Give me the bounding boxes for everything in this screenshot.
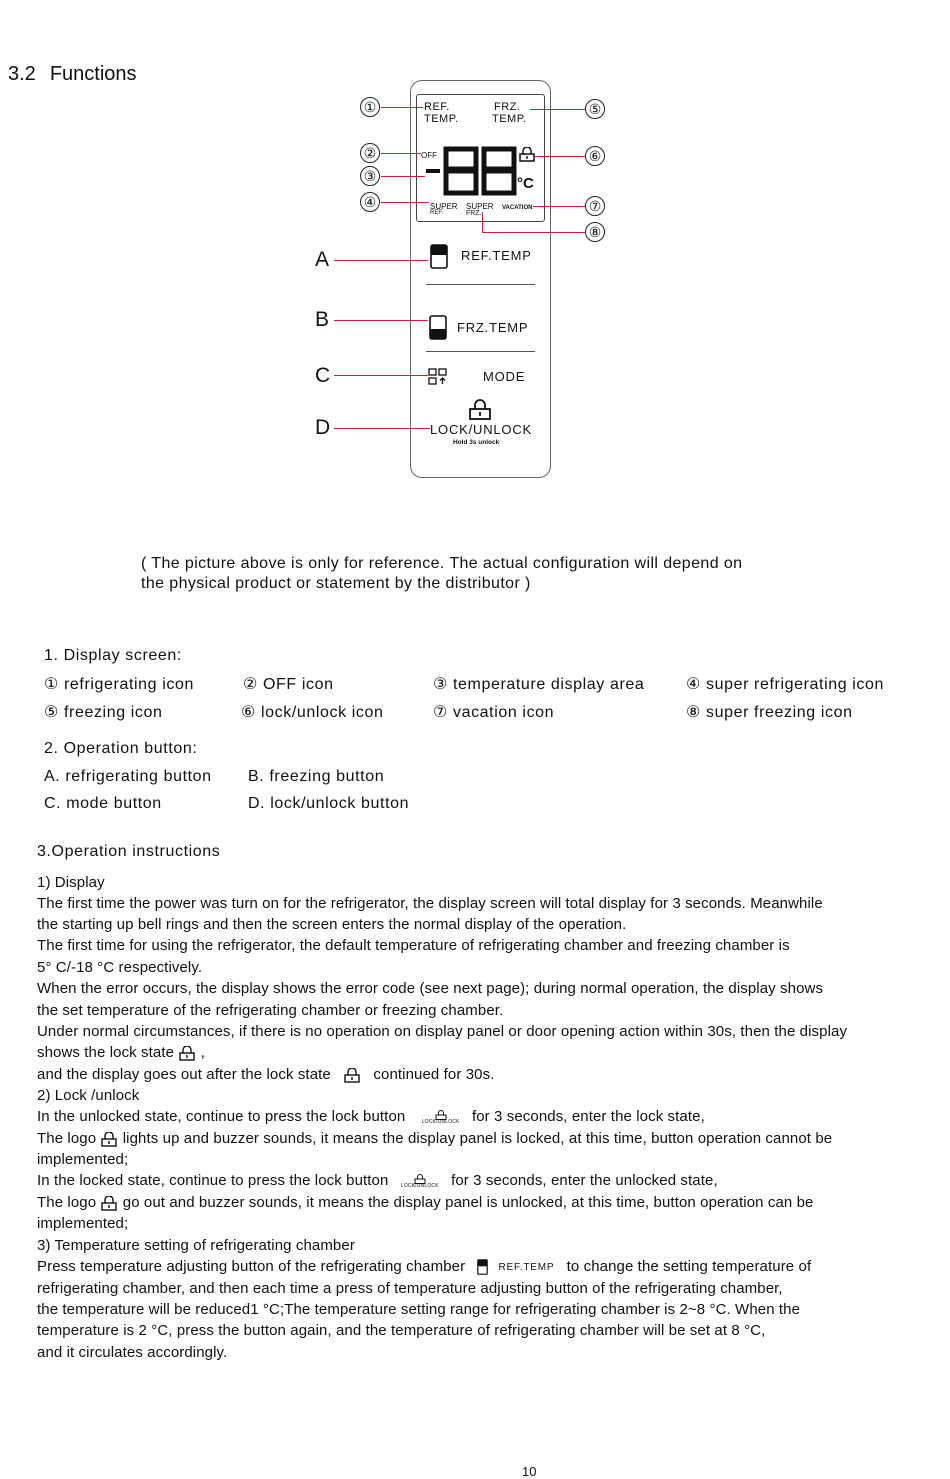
text-run: shows the lock state <box>37 1044 175 1061</box>
mini-lock-label: LOCK/UNLOCK <box>421 1118 460 1125</box>
list-item: ③ temperature display area <box>433 676 645 693</box>
leader-line <box>535 156 585 157</box>
ref-temp-icon <box>430 244 448 269</box>
operation-button-heading: 2. Operation button: <box>44 740 198 757</box>
list-item: A. refrigerating button <box>44 768 212 785</box>
paragraph-line <box>37 1258 811 1275</box>
callout-6: ⑥ <box>585 146 605 166</box>
reference-note-line2: the physical product or statement by the distributor ) <box>141 575 531 592</box>
leader-line <box>381 176 425 177</box>
lcd-ref-line2: TEMP. <box>424 113 459 125</box>
panel-divider <box>426 284 535 285</box>
panel-divider <box>426 351 535 352</box>
lcd-frz-line1: FRZ. <box>494 101 521 113</box>
reference-note-line1: ( The picture above is only for reference. The actual configuration will depend on <box>141 555 743 572</box>
list-item: ⑤ freezing icon <box>44 704 163 721</box>
paragraph-line: the set temperature of the refrigerating chamber or freezing chamber. <box>37 1002 504 1019</box>
lock-icon <box>343 1068 361 1083</box>
leader-line <box>381 153 421 154</box>
leader-line <box>334 320 428 321</box>
paragraph-line <box>37 1108 705 1125</box>
subheading: 1) Display <box>37 874 105 891</box>
lcd-digits <box>424 145 524 197</box>
text-run: The logo <box>37 1130 97 1147</box>
text-run: In the locked state, continue to press the lock button <box>37 1172 389 1189</box>
lock-icon <box>518 147 536 163</box>
subheading: 3) Temperature setting of refrigerating chamber <box>37 1237 355 1254</box>
text-run: continued for 30s. <box>373 1066 495 1083</box>
text-run: lights up and buzzer sounds, it means the display panel is locked, at this time, button operation cannot be <box>122 1130 833 1147</box>
callout-7: ⑦ <box>585 196 605 216</box>
display-screen-heading: 1. Display screen: <box>44 647 182 664</box>
text-run: The logo <box>37 1194 97 1211</box>
text-run: to change the setting temperature of <box>566 1258 812 1275</box>
frz-temp-icon <box>429 315 447 340</box>
callout-1: ① <box>360 97 380 117</box>
paragraph-line: temperature is 2 °C, press the button again, and the temperature of refrigerating chamber will be set at 8 °C, <box>37 1322 766 1339</box>
section-title-text: Functions <box>49 63 137 85</box>
mode-button[interactable]: MODE <box>483 369 526 384</box>
callout-4: ④ <box>360 192 380 212</box>
list-item: ② OFF icon <box>243 676 334 693</box>
paragraph-line: the temperature will be reduced1 °C;The temperature setting range for refrigerating chamber is 2~8 °C. When the <box>37 1301 801 1318</box>
leader-line <box>533 206 585 207</box>
leader-line <box>482 212 483 232</box>
callout-d: D <box>315 416 331 439</box>
ref-temp-mini-icon <box>477 1259 554 1275</box>
lcd-vacation-icon: VACATION <box>502 205 533 211</box>
lock-hint: Hold 3s unlock <box>453 439 500 446</box>
lcd-ref-line1: REF. <box>424 101 450 113</box>
callout-2: ② <box>360 143 380 163</box>
mini-ref-label: REF.TEMP <box>498 1261 555 1273</box>
ref-temp-button[interactable]: REF.TEMP <box>461 248 532 263</box>
callout-c: C <box>315 364 331 387</box>
leader-line <box>530 109 585 110</box>
text-run: for 3 seconds, enter the lock state, <box>471 1108 705 1125</box>
lock-unlock-button[interactable]: LOCK/UNLOCK <box>430 422 532 437</box>
lock-icon <box>100 1196 118 1211</box>
frz-temp-button[interactable]: FRZ.TEMP <box>457 320 529 335</box>
instructions-heading: 3.Operation instructions <box>37 843 221 860</box>
lock-button-icon <box>468 399 492 421</box>
list-item: B. freezing button <box>248 768 385 785</box>
lcd-super-frz-icon <box>466 203 494 217</box>
text-run: go out and buzzer sounds, it means the display panel is unlocked, at this time, button operation can be <box>122 1194 814 1211</box>
text-run: and the display goes out after the lock state <box>37 1066 331 1083</box>
paragraph-line: and it circulates accordingly. <box>37 1344 228 1361</box>
lcd-unit: °C <box>517 175 534 192</box>
lcd-frz-line2: TEMP. <box>492 113 527 125</box>
leader-line <box>334 428 430 429</box>
callout-3: ③ <box>360 166 380 186</box>
text-run: In the unlocked state, continue to press the lock button <box>37 1108 406 1125</box>
paragraph-line: Under normal circumstances, if there is no operation on display panel or door opening action within 30s, then the display <box>37 1023 848 1040</box>
paragraph-line: the starting up bell rings and then the screen enters the normal display of the operation. <box>37 916 627 933</box>
page-number: 10 <box>522 1464 537 1479</box>
lcd-frz-temp-label <box>492 101 527 125</box>
paragraph-line: When the error occurs, the display shows the error code (see next page); during normal operation, the display shows <box>37 980 824 997</box>
callout-5: ⑤ <box>585 99 605 119</box>
lcd-off-icon: OFF <box>421 151 437 160</box>
super-frz-line1: SUPER <box>466 202 494 211</box>
super-ref-line2: REF. <box>430 210 444 216</box>
leader-line <box>334 375 428 376</box>
leader-line <box>381 202 429 203</box>
paragraph-line <box>37 1172 718 1189</box>
paragraph-line: The first time the power was turn on for the refrigerator, the display screen will total display for 3 seconds. Meanwhile <box>37 895 823 912</box>
paragraph-line: 5° C/-18 °C respectively. <box>37 959 203 976</box>
list-item: ⑧ super freezing icon <box>686 704 853 721</box>
paragraph-line <box>37 1066 494 1083</box>
text-run: Press temperature adjusting button of the refrigerating chamber <box>37 1258 466 1275</box>
list-item: ① refrigerating icon <box>44 676 194 693</box>
list-item: D. lock/unlock button <box>248 795 410 812</box>
section-number: 3.2 <box>8 63 36 85</box>
paragraph-line: refrigerating chamber, and then each time a press of temperature adjusting button of the refrigerating chamber, <box>37 1280 783 1297</box>
mode-icon <box>428 368 450 386</box>
lock-icon <box>178 1046 196 1061</box>
paragraph-line <box>37 1044 205 1061</box>
callout-b: B <box>315 308 330 331</box>
section-title <box>8 63 137 86</box>
text-run: for 3 seconds, enter the unlocked state, <box>451 1172 718 1189</box>
callout-8: ⑧ <box>585 222 605 242</box>
list-item: ⑥ lock/unlock icon <box>241 704 384 721</box>
lock-button-mini-icon <box>422 1110 460 1125</box>
paragraph-line <box>37 1130 832 1147</box>
paragraph-line: implemented; <box>37 1151 129 1168</box>
lock-icon <box>100 1132 118 1147</box>
super-ref-line1: SUPER <box>430 202 458 211</box>
subheading: 2) Lock /unlock <box>37 1087 140 1104</box>
text-run: , <box>200 1044 205 1061</box>
paragraph-line <box>37 1194 813 1211</box>
lcd-super-ref-icon <box>430 203 458 217</box>
lock-button-mini-icon <box>401 1174 439 1189</box>
leader-line <box>381 107 423 108</box>
list-item: ⑦ vacation icon <box>433 704 555 721</box>
list-item: C. mode button <box>44 795 162 812</box>
list-item: ④ super refrigerating icon <box>686 676 885 693</box>
paragraph-line: implemented; <box>37 1215 129 1232</box>
lcd-digits-text <box>424 240 425 241</box>
lcd-ref-temp-label <box>424 101 459 125</box>
callout-a: A <box>315 248 330 271</box>
paragraph-line: The first time for using the refrigerator, the default temperature of refrigerating chamber and freezing chamber is <box>37 937 790 954</box>
leader-line <box>482 232 585 233</box>
leader-line <box>334 260 428 261</box>
mini-lock-label: LOCK/UNLOCK <box>400 1182 439 1189</box>
super-frz-line2: FRZ. <box>466 210 482 217</box>
